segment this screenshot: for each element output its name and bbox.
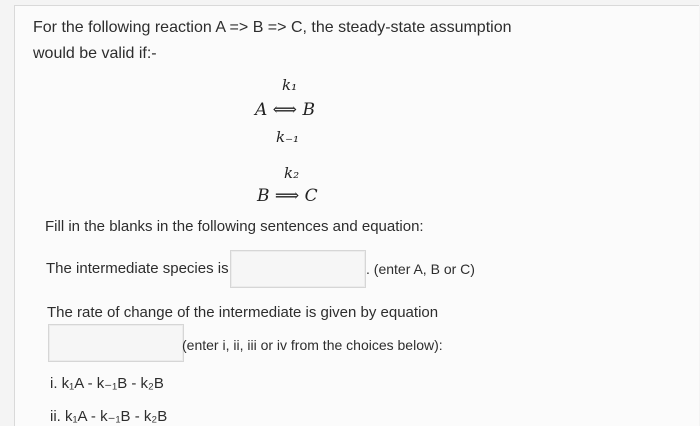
option-i: i. k₁A - k₋₁B - k₂B xyxy=(50,375,164,392)
rate-constant-k2: k₂ xyxy=(284,164,300,182)
instructions-text: Fill in the blanks in the following sentences and equation: xyxy=(45,218,424,235)
intermediate-input[interactable] xyxy=(230,250,366,288)
question-line-1: For the following reaction A => B => C, the steady-state assumption xyxy=(33,19,512,36)
rate-hint: (enter i, ii, iii or iv from the choices below): xyxy=(182,337,443,353)
question-panel xyxy=(14,5,699,426)
rate-constant-k1: k₁ xyxy=(282,76,298,94)
question-line-2: would be valid if:- xyxy=(33,45,157,62)
rate-equation-input[interactable] xyxy=(48,324,184,362)
option-ii: ii. k₁A - k₋₁B - k₂B xyxy=(50,408,168,425)
rate-label: The rate of change of the intermediate is given by equation xyxy=(47,304,439,321)
rate-constant-k-minus-1: k₋₁ xyxy=(276,128,300,146)
reaction-step-1: A ⟺ B xyxy=(255,100,315,120)
question-text xyxy=(33,15,553,67)
reaction-step-2: B ⟹ C xyxy=(257,186,318,206)
intermediate-hint: . (enter A, B or C) xyxy=(366,261,475,277)
intermediate-label: The intermediate species is xyxy=(46,260,229,277)
